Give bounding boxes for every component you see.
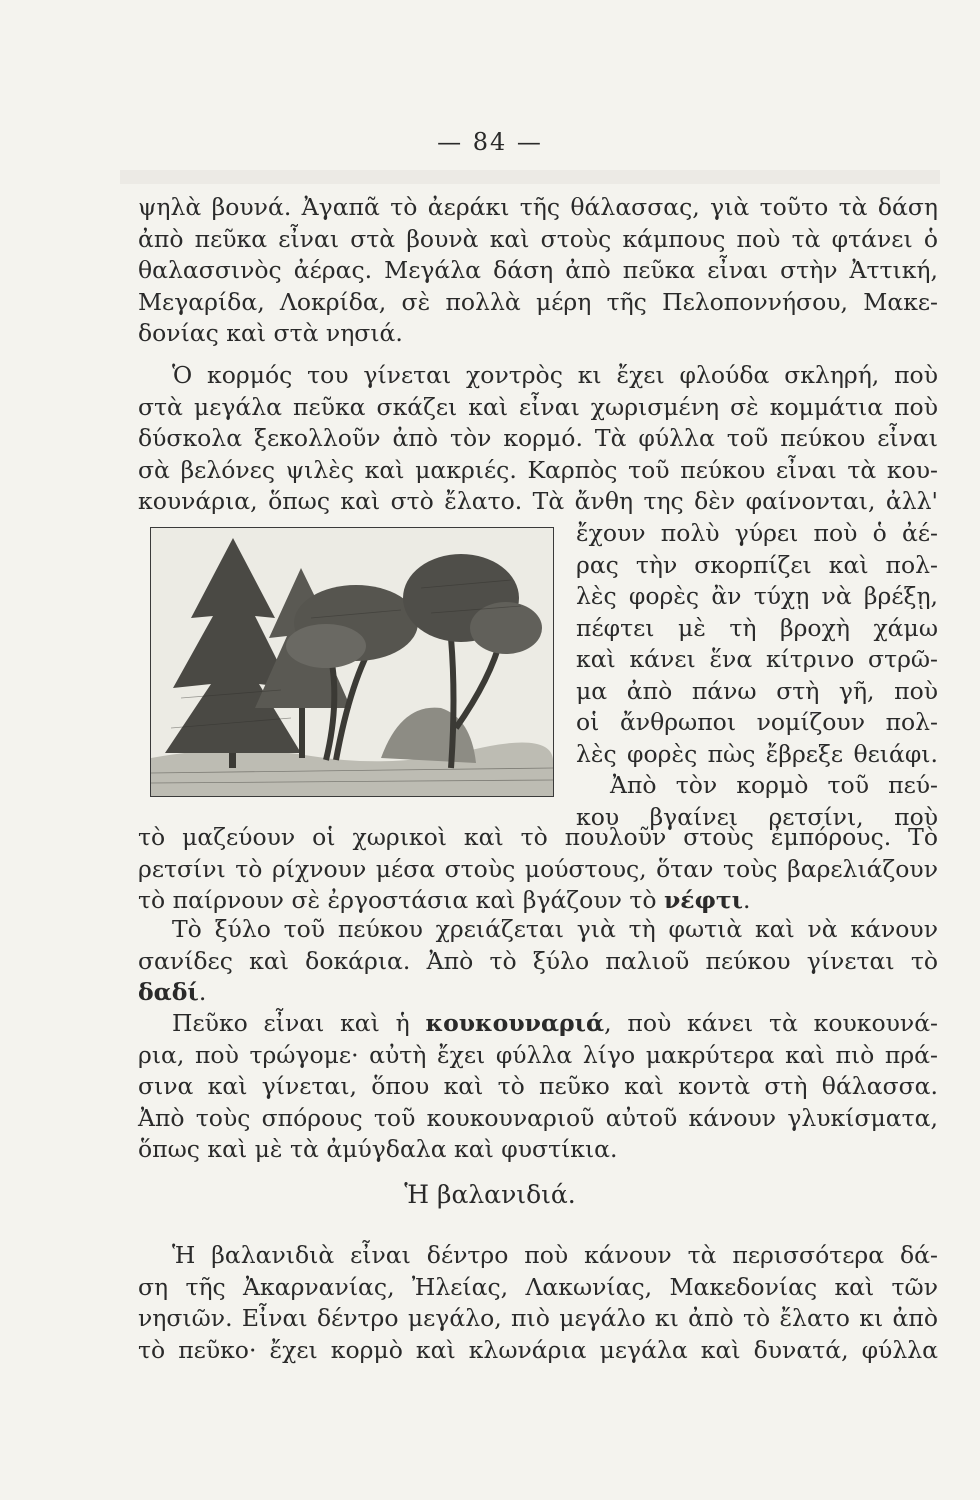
- term-koukounaria: κουκουναριά: [425, 1009, 605, 1037]
- text-line: δονίας καὶ στὰ νησιά.: [138, 319, 403, 347]
- pine-trees-illustration: [150, 527, 554, 797]
- text-line: λὲς φορὲς πὼς ἔβρεξε θειάφι.: [576, 739, 938, 768]
- text-span: .: [743, 886, 751, 914]
- text-line: ὅπως καὶ μὲ τὰ ἀμύγδαλα καὶ φυστίκια.: [138, 1135, 618, 1163]
- text-line: πέφτει μὲ τὴ βροχὴ χάμω: [576, 613, 938, 642]
- paragraph-stone-pine: [138, 1008, 938, 1166]
- text-line: μα ἀπὸ πάνω στὴ γῆ, ποὺ: [576, 676, 938, 705]
- text-line: λὲς φορὲς ἂν τύχῃ νὰ βρέξῃ,: [576, 582, 938, 610]
- text-span: , ποὺ κάνει τὰ κουκουνά-: [604, 1009, 938, 1037]
- text-line: ρας τὴν σκορπίζει καὶ πολ-: [576, 550, 938, 579]
- text-line: Ὁ κορμός του γίνεται χοντρὸς κι ἔχει φλούδα σκληρή, ποὺ: [172, 361, 938, 389]
- text-line: τὸ μαζεύουν οἱ χωρικοὶ καὶ τὸ πουλοῦν στοὺς ἐμπόρους. Τὸ: [138, 823, 938, 851]
- text-line: [138, 1008, 938, 1040]
- text-line: καὶ κάνει ἕνα κίτρινο στρῶ-: [576, 645, 938, 673]
- section-heading-oak: Ἡ βαλανιδιά.: [404, 1180, 576, 1209]
- text-line: ση τῆς Ἀκαρνανίας, Ἠλείας, Λακωνίας, Μακεδονίας καὶ τῶν: [138, 1272, 938, 1301]
- text-line: Ἀπὸ τοὺς σπόρους τοῦ κουκουναριοῦ αὐτοῦ κάνουν γλυκίσματα,: [138, 1103, 938, 1132]
- paragraph-pine-habitat: [138, 192, 938, 350]
- text-line: κουνάρια, ὅπως καὶ στὸ ἔλατο. Τὰ ἄνθη της δὲν φαίνονται, ἀλλ': [138, 487, 938, 515]
- text-line: σὰ βελόνες ψιλὲς καὶ μακριές. Καρπὸς τοῦ πεύκου εἶναι τὰ κου-: [138, 455, 938, 484]
- text-span: .: [198, 978, 207, 1006]
- text-line: θαλασσινὸς ἀέρας. Μεγάλα δάση ἀπὸ πεῦκα εἶναι στὴν Ἀττική,: [138, 256, 938, 284]
- text-line: τὸ πεῦκο· ἔχει κορμὸ καὶ κλωνάρια μεγάλα καὶ δυνατά, φύλλα: [138, 1335, 938, 1364]
- text-line: Ἀπὸ τὸν κορμὸ τοῦ πεύ-: [610, 771, 938, 799]
- text-line: ἀπὸ πεῦκα εἶναι στὰ βουνὰ καὶ στοὺς κάμπους ποὺ τὰ φτάνει ὁ: [138, 224, 938, 253]
- text-line: ἔχουν πολὺ γύρει ποὺ ὁ ἀέ-: [576, 519, 938, 547]
- text-line: ψηλὰ βουνά. Ἀγαπᾶ τὸ ἀεράκι τῆς θάλασσας, γιὰ τοῦτο τὰ δάση: [138, 193, 938, 221]
- text-line: σινα καὶ γίνεται, ὅπου καὶ τὸ πεῦκο καὶ κοντὰ στὴ θάλασσα.: [138, 1072, 938, 1100]
- paragraph-wood: [138, 914, 938, 1009]
- text-line: ρετσίνι τὸ ρίχνουν μέσα στοὺς μούστους, ὅταν τοὺς βαρελιάζουν: [138, 854, 938, 883]
- text-line: Ἡ βαλανιδιὰ εἶναι δέντρο ποὺ κάνουν τὰ περισσότερα δά-: [172, 1241, 938, 1269]
- text-line: δύσκολα ξεκολλοῦν ἀπὸ τὸν κορμό. Τὰ φύλλα τοῦ πεύκου εἶναι: [138, 424, 938, 452]
- paragraph-resin: [138, 822, 938, 917]
- text-line: οἱ ἄνθρωποι νομίζουν πολ-: [576, 708, 938, 736]
- text-span: Πεῦκο εἶναι καὶ ἡ: [172, 1009, 426, 1037]
- text-line: [138, 977, 938, 1009]
- text-line: Τὸ ξύλο τοῦ πεύκου χρειάζεται γιὰ τὴ φωτιὰ καὶ νὰ κάνουν: [172, 915, 938, 943]
- text-line: κου βγαίνει ρετσίνι, ποὺ: [576, 802, 938, 831]
- term-dadi: δαδί: [138, 978, 199, 1006]
- text-line: Μεγαρίδα, Λοκρίδα, σὲ πολλὰ μέρη τῆς Πελοποννήσου, Μακε-: [138, 287, 938, 316]
- page-number: — 84 —: [437, 128, 543, 156]
- text-line: ρια, ποὺ τρώγομε· αὐτὴ ἔχει φύλλα λίγο μακρύτερα καὶ πιὸ πρά-: [138, 1040, 938, 1069]
- paragraph-oak: [138, 1240, 938, 1366]
- pine-trees-engraving: [151, 528, 553, 796]
- paragraph-pine-trunk: [138, 360, 938, 518]
- side-column-text: [576, 518, 938, 833]
- text-line: σανίδες καὶ δοκάρια. Ἀπὸ τὸ ξύλο παλιοῦ πεύκου γίνεται τὸ: [138, 946, 938, 975]
- term-neftі: νέφτι: [663, 886, 744, 914]
- text-line: [138, 885, 938, 917]
- text-line: νησιῶν. Εἶναι δέντρο μεγάλο, πιὸ μεγάλο κι ἀπὸ τὸ ἔλατο κι ἀπὸ: [138, 1304, 938, 1332]
- text-line: στὰ μεγάλα πεῦκα σκάζει καὶ εἶναι χωρισμένη σὲ κομμάτια ποὺ: [138, 392, 938, 421]
- text-span: τὸ παίρνουν σὲ ἐργοστάσια καὶ βγάζουν τὸ: [138, 886, 664, 914]
